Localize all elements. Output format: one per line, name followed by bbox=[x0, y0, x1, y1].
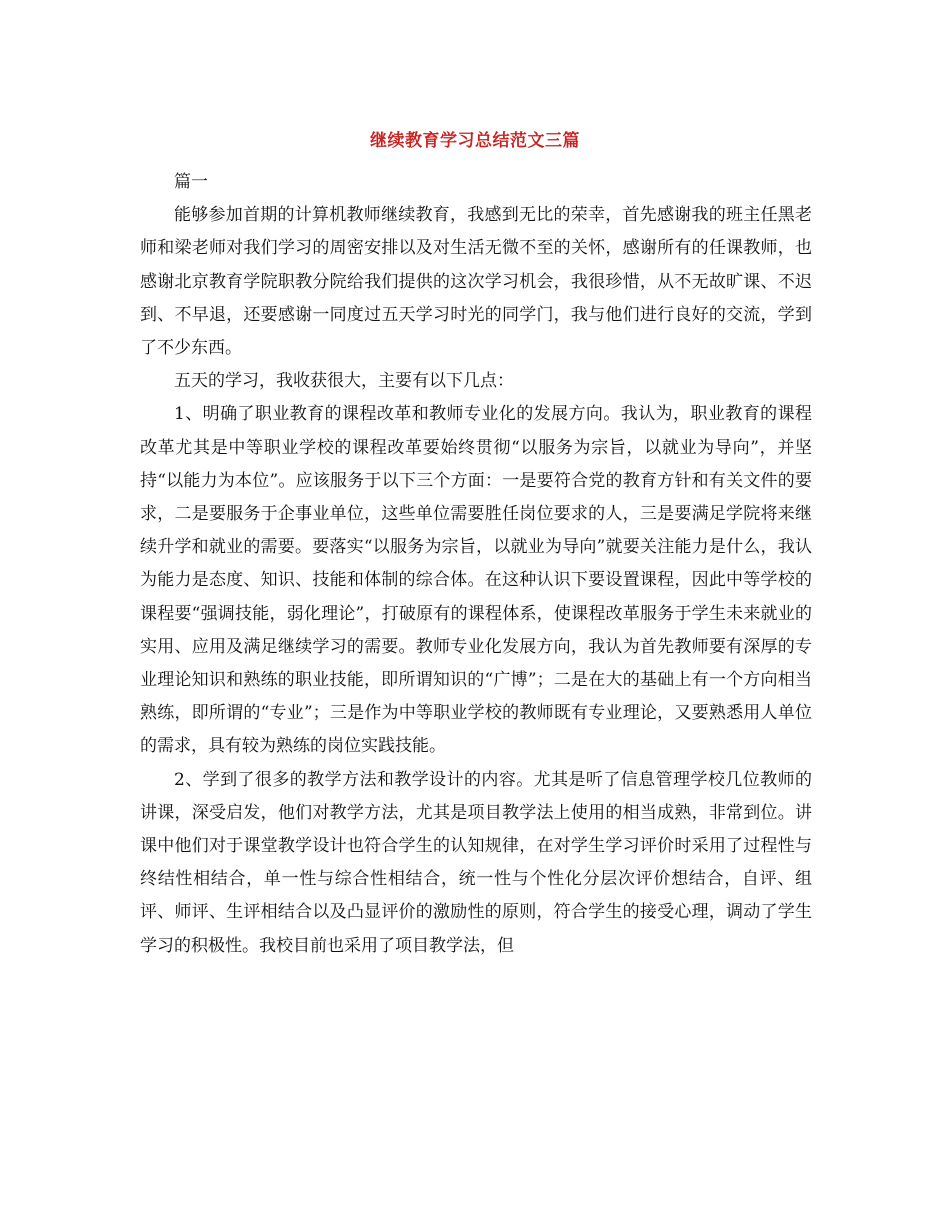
section-label: 篇一 bbox=[174, 172, 208, 192]
document-body bbox=[140, 160, 812, 963]
paragraph-summary: 五天的学习，我收获很大，主要有以下几点： bbox=[174, 371, 514, 392]
paragraph-point-1: 1、明确了职业教育的课程改革和教师专业化的发展方向。我认为，职业教育的课程改革尤其是中等职业学校的课程改革要始终贯彻“以服务为宗旨，以就业为导向”，并坚持“以能力为本位”。应该服务于以下三个方面：一是要符合党的教育方针和有关文件的要求，二是要服务于企事业单位，这些单位需要胜任岗位要求的人，三是要满足学院将来继续升学和就业的需要。要落实“以服务为宗旨，以就业为导向”就要关注能力是什么，我认为能力是态度、知识、技能和体制的综合体。在这种认识下要设置课程，因此中等学校的课程要“强调技能，弱化理论”，打破原有的课程体系，使课程改革服务于学生未来就业的实用、应用及满足继续学习的需要。教师专业化发展方向，我认为首先教师要有深厚的专业理论知识和熟练的职业技能，即所谓知识的“广博”；二是在大的基础上有一个方向相当熟练，即所谓的“专业”；三是作为中等职业学校的教师既有专业理论，又要熟悉用人单位的需求，具有较为熟练的岗位实践技能。 bbox=[140, 404, 812, 757]
paragraph-point-2: 2、学到了很多的教学方法和教学设计的内容。尤其是听了信息管理学校几位教师的讲课，深受启发，他们对教学方法，尤其是项目教学法上使用的相当成熟，非常到位。讲课中他们对于课堂教学设计也符合学生的认知规律，在对学生学习评价时采用了过程性与终结性相结合，单一性与综合性相结合，统一性与个性化分层次评价想结合，自评、组评、师评、生评相结合以及凸显评价的激励性的原则，符合学生的接受心理，调动了学生学习的积极性。我校目前也采用了项目教学法，但 bbox=[140, 769, 812, 956]
document-title: 继续教育学习总结范文三篇 bbox=[370, 131, 580, 151]
paragraph-intro: 能够参加首期的计算机教师继续教育，我感到无比的荣幸，首先感谢我的班主任黑老师和梁老师对我们学习的周密安排以及对生活无微不至的关怀，感谢所有的任课教师，也感谢北京教育学院职教分院给我们提供的这次学习机会，我很珍惜，从不无故旷课、不迟到、不早退，还要感谢一同度过五天学习时光的同学门，我与他们进行良好的交流，学到了不少东西。 bbox=[140, 205, 812, 359]
